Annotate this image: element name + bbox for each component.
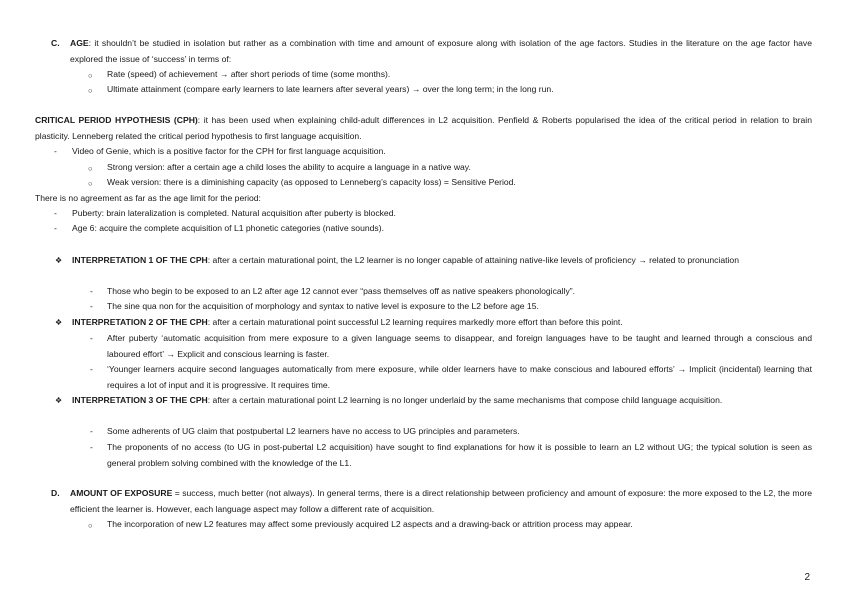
bullet-circle: ○	[88, 71, 93, 80]
list-item: Rate (speed) of achievement → after short periods of time (some months).	[107, 69, 391, 79]
list-item: Puberty: brain lateralization is completed. Natural acquisition after puberty is blocked.	[72, 208, 396, 218]
interpretation-1-text: : after a certain maturational point, the L2 learner is no longer capable of attaining native-like levels of proficiency → related to pronunciation	[207, 255, 739, 265]
interpretation-1-heading: INTERPRETATION 1 OF THE CPH	[72, 255, 208, 265]
list-item: Ultimate attainment (compare early learners to late learners after several years) → over the long term; in the long run.	[107, 84, 554, 94]
bullet-dash: -	[90, 426, 93, 436]
interpretation-3-text: : after a certain maturational point L2 learning is no longer underlaid by the same mechanisms that compose child language acquisition.	[207, 395, 723, 405]
list-item: Weak version: there is a diminishing capacity (as opposed to Lenneberg’s capacity loss) = Sensitive Period.	[107, 177, 516, 187]
list-item: Age 6: acquire the complete acquisition of L1 phonetic categories (native sounds).	[72, 223, 384, 233]
list-item: After puberty ‘automatic acquisition from mere exposure to a given language seems to disappear, and foreign languages have to be taught and learned through a conscious and laboured effort’ → Explicit and conscious learning is faster.	[107, 333, 812, 359]
diamond-bullet-icon: ❖	[55, 318, 63, 327]
interpretation-2-heading: INTERPRETATION 2 OF THE CPH	[72, 317, 208, 327]
cph-paragraph	[35, 113, 812, 144]
bullet-circle: ○	[88, 179, 93, 188]
list-item: Video of Genie, which is a positive factor for the CPH for first language acquisition.	[72, 146, 386, 156]
bullet-circle: ○	[88, 86, 93, 95]
bullet-dash: -	[90, 442, 93, 452]
no-agreement-text: There is no agreement as far as the age limit for the period:	[35, 193, 261, 203]
list-item: Some adherents of UG claim that postpubertal L2 learners have no access to UG principles and parameters.	[107, 426, 520, 436]
diamond-bullet-icon: ❖	[55, 256, 63, 265]
section-d-marker: D.	[51, 488, 60, 498]
list-item: ‘Younger learners acquire second languages automatically from mere exposure, while older learners have to make conscious and laboured efforts’ → Implicit (incidental) learning that requires a lot of input and it is progressive. It requires time.	[107, 364, 812, 390]
interpretation-2-paragraph	[72, 315, 812, 331]
section-d-paragraph	[70, 486, 812, 517]
section-d-text: = success, much better (not always). In general terms, there is a direct relationship between proficiency and amount of exposure: the more exposed to the L2, the more efficient the learner is. However, each language aspect may follow a different rate of acquisition.	[70, 488, 812, 514]
cph-text: : it has been used when explaining child-adult differences in L2 acquisition. Penfield & Roberts popularised the idea of the critical period in relation to brain plasticity. Lenneberg related the critical period hypothesis to first language acquisition.	[35, 115, 812, 141]
interpretation-3-paragraph	[72, 393, 812, 409]
list-item: The sine qua non for the acquisition of morphology and syntax to native level is exposure to the L2 before age 15.	[107, 301, 539, 311]
section-d-heading: AMOUNT OF EXPOSURE	[70, 488, 173, 498]
section-c-marker: C.	[51, 38, 60, 48]
section-c-paragraph	[70, 36, 812, 67]
interpretation-1-paragraph	[72, 253, 812, 269]
bullet-dash: -	[54, 208, 57, 218]
diamond-bullet-icon: ❖	[55, 396, 63, 405]
cph-heading: CRITICAL PERIOD HYPOTHESIS (CPH)	[35, 115, 198, 125]
bullet-dash: -	[90, 301, 93, 311]
section-c-text: : it shouldn’t be studied in isolation but rather as a combination with time and amount of exposure along with isolation of the age factors. Studies in the literature on the age factor have explored the issue of ‘success’ in terms of:	[70, 38, 812, 64]
interpretation-3-heading: INTERPRETATION 3 OF THE CPH	[72, 395, 208, 405]
list-item: The incorporation of new L2 features may affect some previously acquired L2 aspects and a drawing-back or attrition process may appear.	[107, 519, 633, 529]
list-item: The proponents of no access (to UG in post-pubertal L2 acquisition) have sought to find explanations for how it is possible to learn an L2 without UG; the typical solution is seen as general problem solving combined with the knowledge of the L1.	[107, 442, 812, 468]
bullet-circle: ○	[88, 521, 93, 530]
bullet-circle: ○	[88, 164, 93, 173]
bullet-dash: -	[54, 146, 57, 156]
section-c-heading: AGE	[70, 38, 89, 48]
interpretation-2-text: : after a certain maturational point successful L2 learning requires markedly more effort than before this point.	[207, 317, 623, 327]
bullet-dash: -	[90, 364, 93, 374]
list-item: Those who begin to be exposed to an L2 after age 12 cannot ever “pass themselves off as native speakers phonologically”.	[107, 286, 576, 296]
bullet-dash: -	[90, 333, 93, 343]
bullet-dash: -	[54, 223, 57, 233]
page-number: 2	[804, 572, 810, 583]
list-item: Strong version: after a certain age a child loses the ability to acquire a language in a native way.	[107, 162, 471, 172]
bullet-dash: -	[90, 286, 93, 296]
